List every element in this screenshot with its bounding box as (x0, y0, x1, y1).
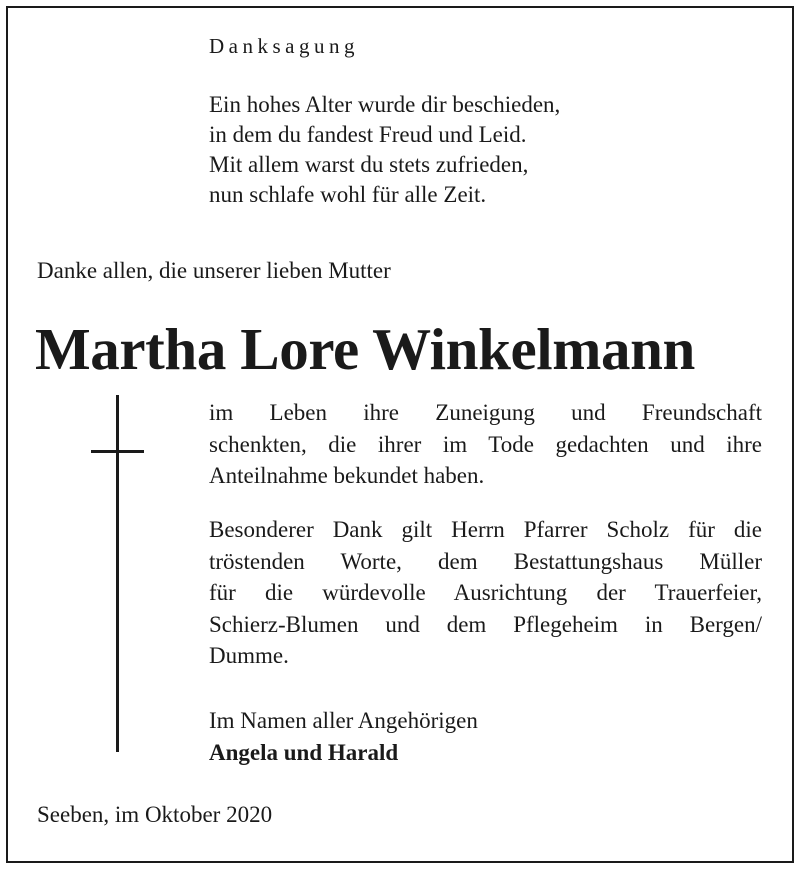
poem (209, 90, 560, 210)
cross-vertical-bar (116, 395, 119, 752)
paragraph-line: schenkten, die ihrer im Tode gedachten und ihre (209, 431, 762, 457)
paragraph-line: im Leben ihre Zuneigung und Freundschaft (209, 400, 762, 425)
signers: Angela und Harald (209, 740, 399, 765)
deceased-name: Martha Lore Winkelmann (35, 316, 695, 382)
signature-block (209, 705, 478, 769)
special-thanks-paragraph (209, 514, 762, 672)
thanks-paragraph (209, 397, 762, 492)
paragraph-line: Anteilnahme bekundet haben. (209, 463, 485, 488)
paragraph-line: für die würdevolle Ausrichtung der Trauerfeier, (209, 580, 762, 605)
poem-line: nun schlafe wohl für alle Zeit. (209, 182, 487, 207)
cross-horizontal-bar (91, 450, 144, 453)
poem-line: in dem du fandest Freud und Leid. (209, 122, 527, 147)
paragraph-line: Besonderer Dank gilt Herrn Pfarrer Scholz für die (209, 517, 762, 542)
intro-text: Danke allen, die unserer lieben Mutter (37, 258, 391, 283)
paragraph-line: Schierz-Blumen und dem Pflegeheim in Bergen/ (209, 611, 762, 637)
poem-line: Ein hohes Alter wurde dir beschieden, (209, 92, 561, 117)
paragraph-line: tröstenden Worte, dem Bestattungshaus Müller (209, 548, 762, 574)
signature-line: Im Namen aller Angehörigen (209, 708, 478, 733)
place-date: Seeben, im Oktober 2020 (37, 802, 273, 827)
notice-heading: Danksagung (209, 34, 359, 58)
paragraph-line: Dumme. (209, 643, 289, 668)
poem-line: Mit allem warst du stets zufrieden, (209, 152, 529, 177)
